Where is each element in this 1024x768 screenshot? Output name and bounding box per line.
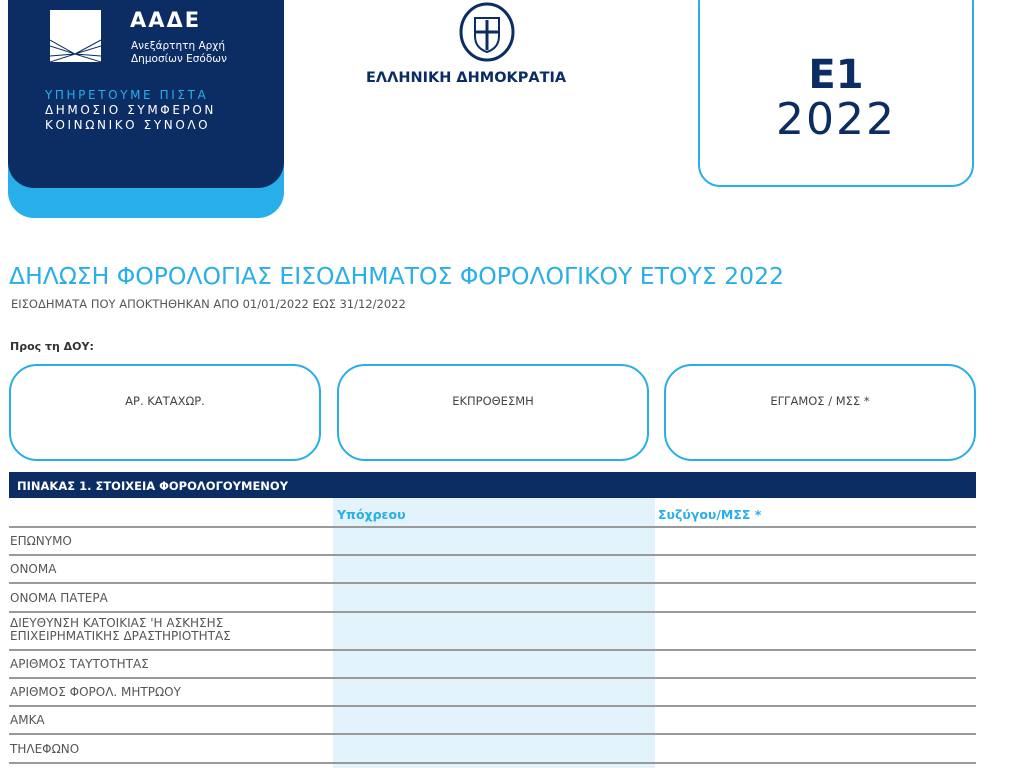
aade-mark-icon	[50, 10, 101, 62]
row-label-father-name: ΟΝΟΜΑ ΠΑΤΕΡΑ	[10, 591, 108, 605]
form-id-box	[698, 0, 974, 187]
row-label-name: ΟΝΟΜΑ	[10, 562, 57, 576]
form-year: 2022	[776, 94, 896, 145]
row-divider	[9, 705, 976, 707]
aade-logo	[8, 0, 284, 188]
logo-motto: ΥΠΗΡΕΤΟΥΜΕ ΠΙΣΤΑ ΔΗΜΟΣΙΟ ΣΥΜΦΕΡΟΝ ΚΟΙΝΩΝΙΚΟ ΣΥΝΟΛΟ	[45, 88, 216, 132]
logo-name: ΑΑΔΕ	[130, 8, 202, 32]
married-field[interactable]: ΕΓΓΑΜΟΣ / ΜΣΣ *	[664, 364, 976, 461]
col-taxpayer-header: Υπόχρεου	[337, 507, 406, 522]
row-label-surname: ΕΠΩΝΥΜΟ	[10, 534, 72, 548]
row-divider	[9, 649, 976, 651]
row-divider	[9, 733, 976, 735]
row-label-amka: ΑΜΚΑ	[10, 713, 45, 727]
row-divider	[9, 554, 976, 556]
row-divider	[9, 677, 976, 679]
coat-of-arms-icon	[458, 2, 516, 66]
row-label-tax-number: ΑΡΙΘΜΟΣ ΦΟΡΟΛ. ΜΗΤΡΩΟΥ	[10, 685, 181, 699]
row-divider	[9, 611, 976, 613]
row-divider	[9, 762, 976, 764]
table-title: ΠΙΝΑΚΑΣ 1. ΣΤΟΙΧΕΙΑ ΦΟΡΟΛΟΓΟΥΜΕΝΟΥ	[9, 472, 976, 498]
logo-subtitle: Ανεξάρτητη Αρχή Δημοσίων Εσόδων	[131, 40, 227, 65]
row-label-phone: ΤΗΛΕΦΩΝΟ	[10, 742, 80, 756]
dou-label: Προς τη ΔΟΥ:	[10, 340, 94, 353]
col-spouse-header: Συζύγου/ΜΣΣ *	[658, 507, 762, 522]
row-label-address: ΔΙΕΥΘΥΝΣΗ ΚΑΤΟΙΚΙΑΣ 'Η ΑΣΚΗΣΗΣ ΕΠΙΧΕΙΡΗΜΑΤΙΚΗΣ ΔΡΑΣΤΗΡΙΟΤΗΤΑΣ	[10, 616, 231, 643]
taxpayer-column	[333, 498, 655, 768]
row-divider	[9, 526, 976, 528]
form-code: Ε1	[808, 52, 864, 98]
republic-name: ΕΛΛΗΝΙΚΗ ΔΗΜΟΚΡΑΤΙΑ	[366, 70, 567, 86]
registration-number-field[interactable]: ΑΡ. ΚΑΤΑΧΩΡ.	[9, 364, 321, 461]
page-subtitle: ΕΙΣΟΔΗΜΑΤΑ ΠΟΥ ΑΠΟΚΤΗΘΗΚΑΝ ΑΠΟ 01/01/2022 ΕΩΣ 31/12/2022	[11, 297, 406, 311]
late-filing-field[interactable]: ΕΚΠΡΟΘΕΣΜΗ	[337, 364, 649, 461]
page-title: ΔΗΛΩΣΗ ΦΟΡΟΛΟΓΙΑΣ ΕΙΣΟΔΗΜΑΤΟΣ ΦΟΡΟΛΟΓΙΚΟΥ ΕΤΟΥΣ 2022	[9, 262, 784, 290]
row-label-id-number: ΑΡΙΘΜΟΣ ΤΑΥΤΟΤΗΤΑΣ	[10, 657, 149, 671]
row-divider	[9, 582, 976, 584]
